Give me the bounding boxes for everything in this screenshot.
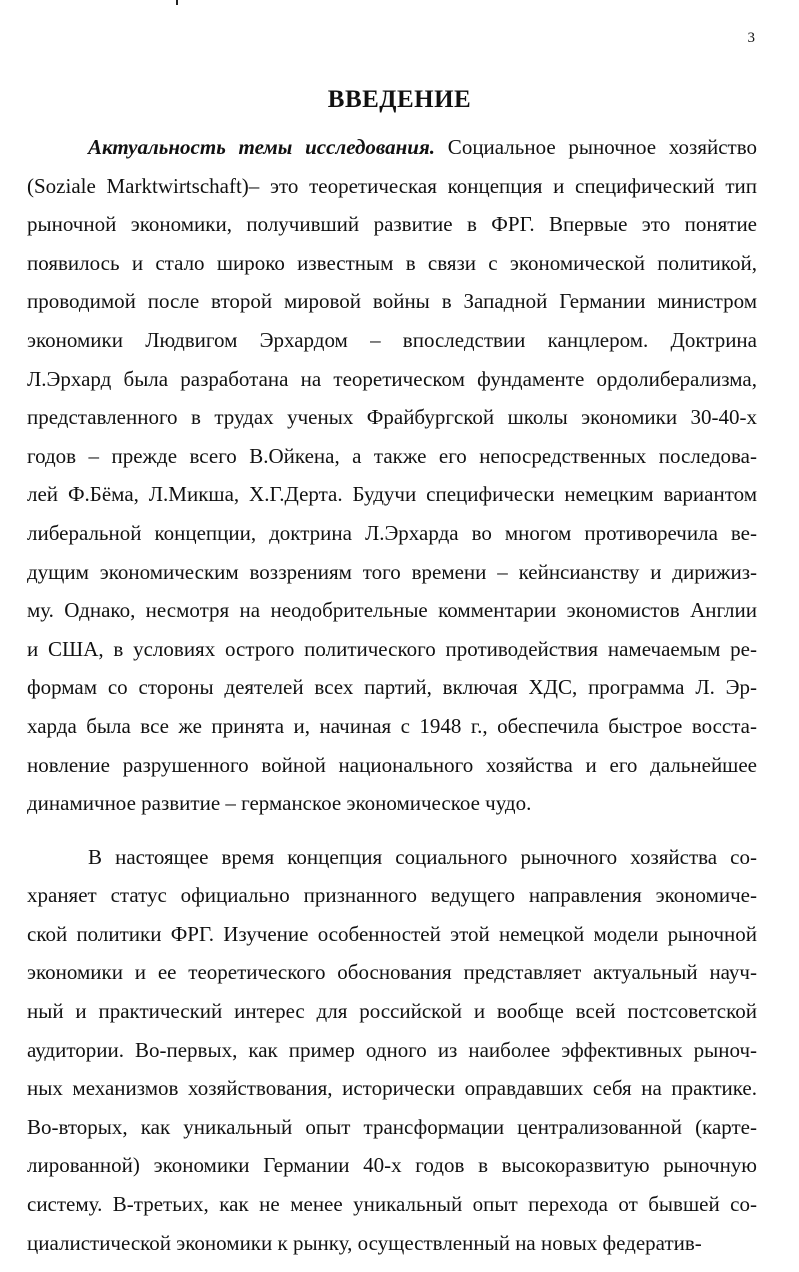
paragraph-relevance <box>27 128 757 823</box>
page-number: 3 <box>747 30 755 46</box>
text-line: дущим экономическим воззрениям того времени – кейнсианству и дирижиз- <box>27 559 757 584</box>
text-line: Л.Эрхард была разработана на теоретическом фундаменте ордолиберализма, <box>27 366 757 391</box>
text-line: лированной) экономики Германии 40-х годов в высокоразвитую рыночную <box>27 1153 757 1178</box>
text-line: ской политики ФРГ. Изучение особенностей этой немецкой модели рыночной <box>27 921 757 946</box>
text-line: храняет статус официально признанного ведущего направления экономиче- <box>27 883 757 908</box>
text-line: циалистической экономики к рынку, осуществленный на новых федератив- <box>27 1230 702 1255</box>
text-line: ных механизмов хозяйствования, исторически оправдавших себя на практике. <box>27 1076 757 1101</box>
text-line: систему. В-третьих, как не менее уникальный опыт перехода от бывшей со- <box>27 1192 757 1217</box>
text-line: динамичное развитие – германское экономическое чудо. <box>27 791 532 816</box>
text-line: экономики Людвигом Эрхардом – впоследствии канцлером. Доктрина <box>27 327 757 352</box>
body-text <box>27 128 757 1262</box>
text-line: появилось и стало широко известным в связи с экономической политикой, <box>27 250 757 275</box>
text-line: рыночной экономики, получивший развитие в ФРГ. Впервые это понятие <box>27 212 757 237</box>
paragraph-current-status <box>27 838 757 1263</box>
text-line: му. Однако, несмотря на неодобрительные комментарии экономистов Англии <box>27 598 757 623</box>
text-line: В настоящее время концепция социального рыночного хозяйства со- <box>88 844 757 869</box>
text-line: годов – прежде всего В.Ойкена, а также его непосредственных последова- <box>27 443 757 468</box>
text-line: (Soziale Marktwirtschaft)– это теоретическая концепция и специфический тип <box>27 173 757 198</box>
text-line: лей Ф.Бёма, Л.Микша, Х.Г.Дерта. Будучи специфически немецким вариантом <box>27 482 757 507</box>
text-line: ный и практический интерес для российской и вообще всей постсоветской <box>27 999 757 1024</box>
text-line: проводимой после второй мировой войны в Западной Германии министром <box>27 289 757 314</box>
text-line: Во-вторых, как уникальный опыт трансформации централизованной (карте- <box>27 1114 757 1139</box>
scan-artifact <box>176 0 178 5</box>
text-line: аудитории. Во-первых, как пример одного из наиболее эффективных рыноч- <box>27 1037 757 1062</box>
text-line: харда была все же принята и, начиная с 1948 г., обеспечила быстрое восста- <box>27 713 757 738</box>
lead-phrase: Актуальность темы исследования. <box>88 135 436 159</box>
text-line: формам со стороны деятелей всех партий, включая ХДС, программа Л. Эр- <box>27 675 757 700</box>
page-title: ВВЕДЕНИЕ <box>327 86 472 113</box>
text-line: либеральной концепции, доктрина Л.Эрхарда во многом противоречила ве- <box>27 520 757 545</box>
text-line: экономики и ее теоретического обоснования представляет актуальный науч- <box>27 960 757 985</box>
text-line: новление разрушенного войной национального хозяйства и его дальнейшее <box>27 752 757 777</box>
text-line-content: Социальное рыночное хозяйство <box>435 135 757 159</box>
text-line: представленного в трудах ученых Фрайбургской школы экономики 30-40-х <box>27 405 757 430</box>
text-line <box>27 128 757 167</box>
text-line: и США, в условиях острого политического противодействия намечаемым ре- <box>27 636 757 661</box>
paragraph-gap <box>27 823 757 838</box>
